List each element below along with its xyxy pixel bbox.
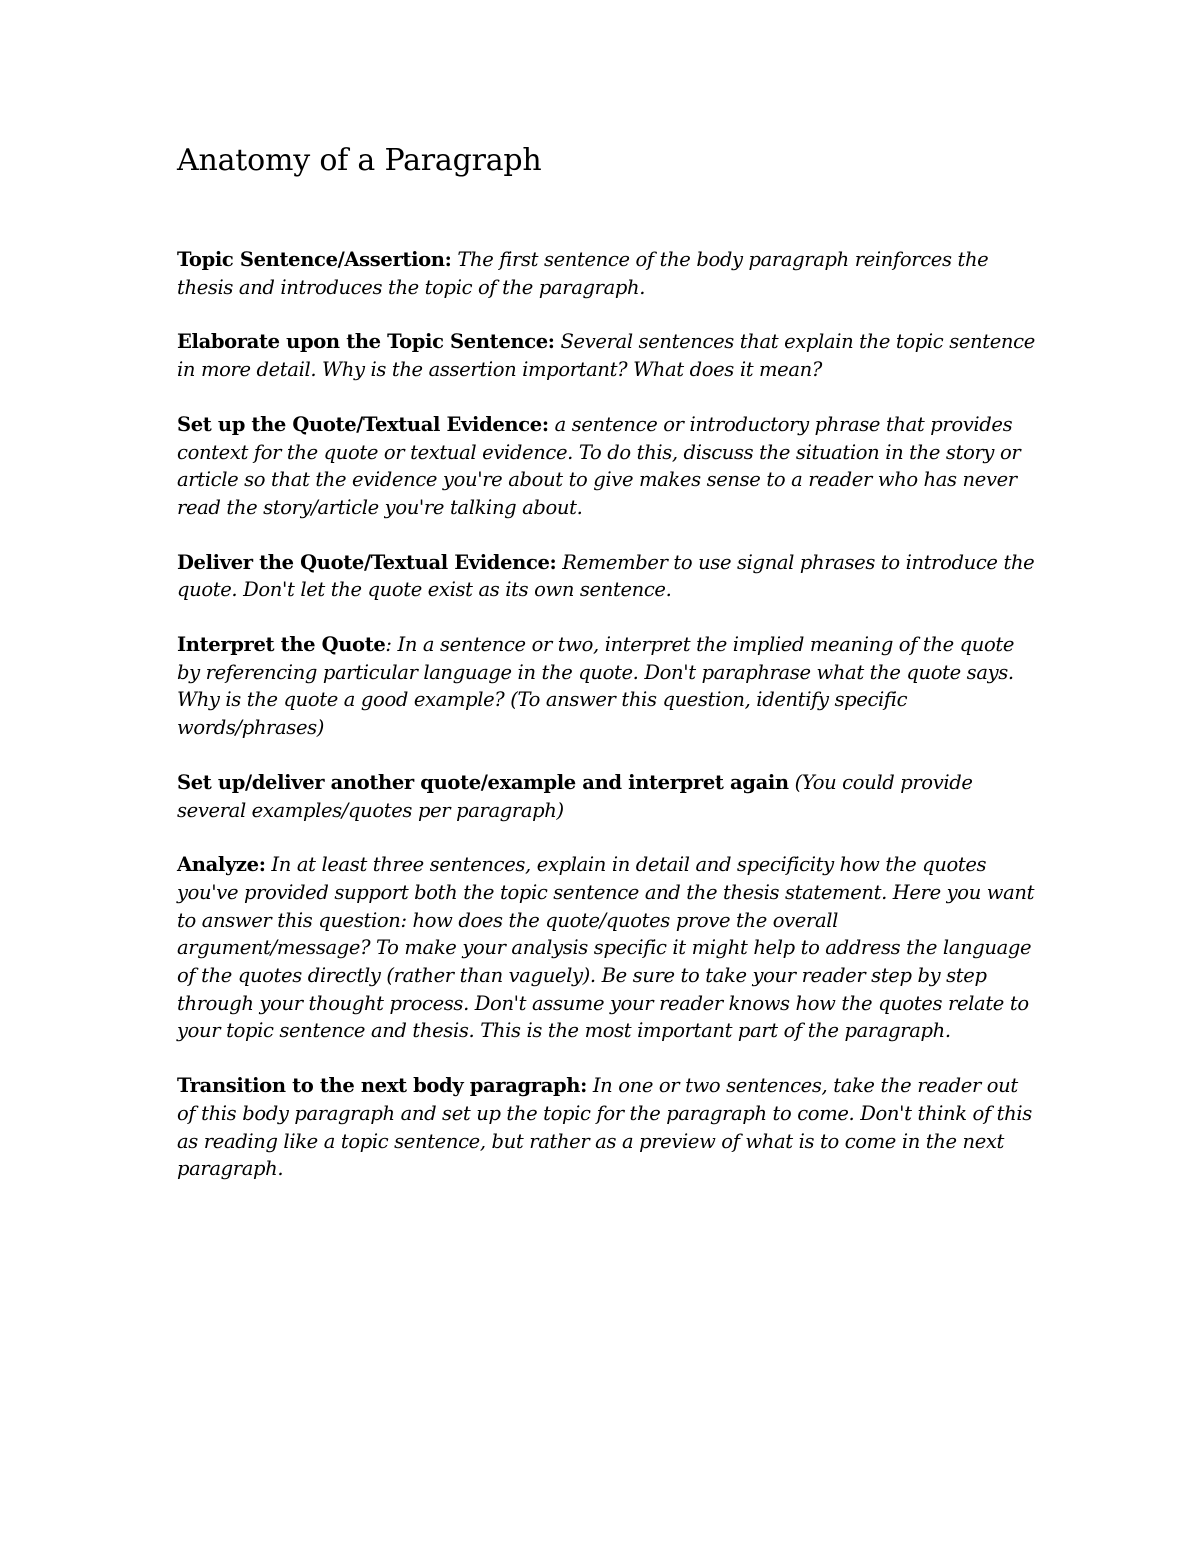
section-label: Interpret the Quote [177,633,386,657]
section-label: Topic Sentence/Assertion: [177,248,452,271]
section-body: a sentence or introductory phrase that provides context for the quote or textual evidence. To do this, discuss the situation in the story or article so that the evidence you're about to give makes sense to a reader who has never read the story/article you're talking about. [177,412,1021,519]
document-content [177,138,1037,1210]
section-body: In at least three sentences, explain in detail and specificity how the quotes you've provided support both the topic sentence and the thesis statement. Here you want to answer this question: how does the quote/quotes prove the overall argument/message? To make your analysis specific it might help to address the language of the quotes directly (rather than vaguely). Be sure to take your reader step by step through your thought process. Don't assume your reader knows how the quotes relate to your topic sentence and thesis. This is the most important part of the paragraph. [177,853,1035,1043]
section-deliver-quote [177,549,1037,604]
section-label: Analyze: [177,853,266,877]
section-body: Several sentences that explain the topic sentence in more detail. Why is the assertion important? What does it mean? [177,330,1035,382]
section-body: The first sentence of the body paragraph reinforces the thesis and introduces the topic of the paragraph. [177,248,989,299]
section-label: Set up/deliver another quote/example and interpret again [177,770,789,794]
section-label: Set up the Quote/Textual Evidence: [177,412,549,436]
section-topic-sentence [177,246,1037,301]
section-body: (You could provide several examples/quotes per paragraph) [177,770,973,822]
section-setup-quote [177,411,1037,522]
section-analyze [177,851,1037,1045]
section-body: Remember to use signal phrases to introduce the quote. Don't let the quote exist as its own sentence. [177,550,1035,602]
section-label: Deliver the Quote/Textual Evidence: [177,550,557,574]
section-body: : In a sentence or two, interpret the implied meaning of the quote by referencing particular language in the quote. Don't paraphrase what the quote says. Why is the quote a good example? (To answer this question, identify specific words/phrases) [177,633,1015,740]
section-label: Elaborate upon the Topic Sentence: [177,330,555,354]
section-label: Transition to the next body paragraph: [177,1074,587,1098]
section-interpret-quote [177,631,1037,742]
document-title: Anatomy of a Paragraph [177,143,542,178]
section-another-quote [177,769,1037,824]
section-body: In one or two sentences, take the reader out of this body paragraph and set up the topic for the paragraph to come. Don't think of this as reading like a topic sentence, but rather as a preview of what is to come in the next paragraph. [177,1074,1032,1181]
section-elaborate [177,328,1037,383]
section-transition [177,1072,1037,1183]
